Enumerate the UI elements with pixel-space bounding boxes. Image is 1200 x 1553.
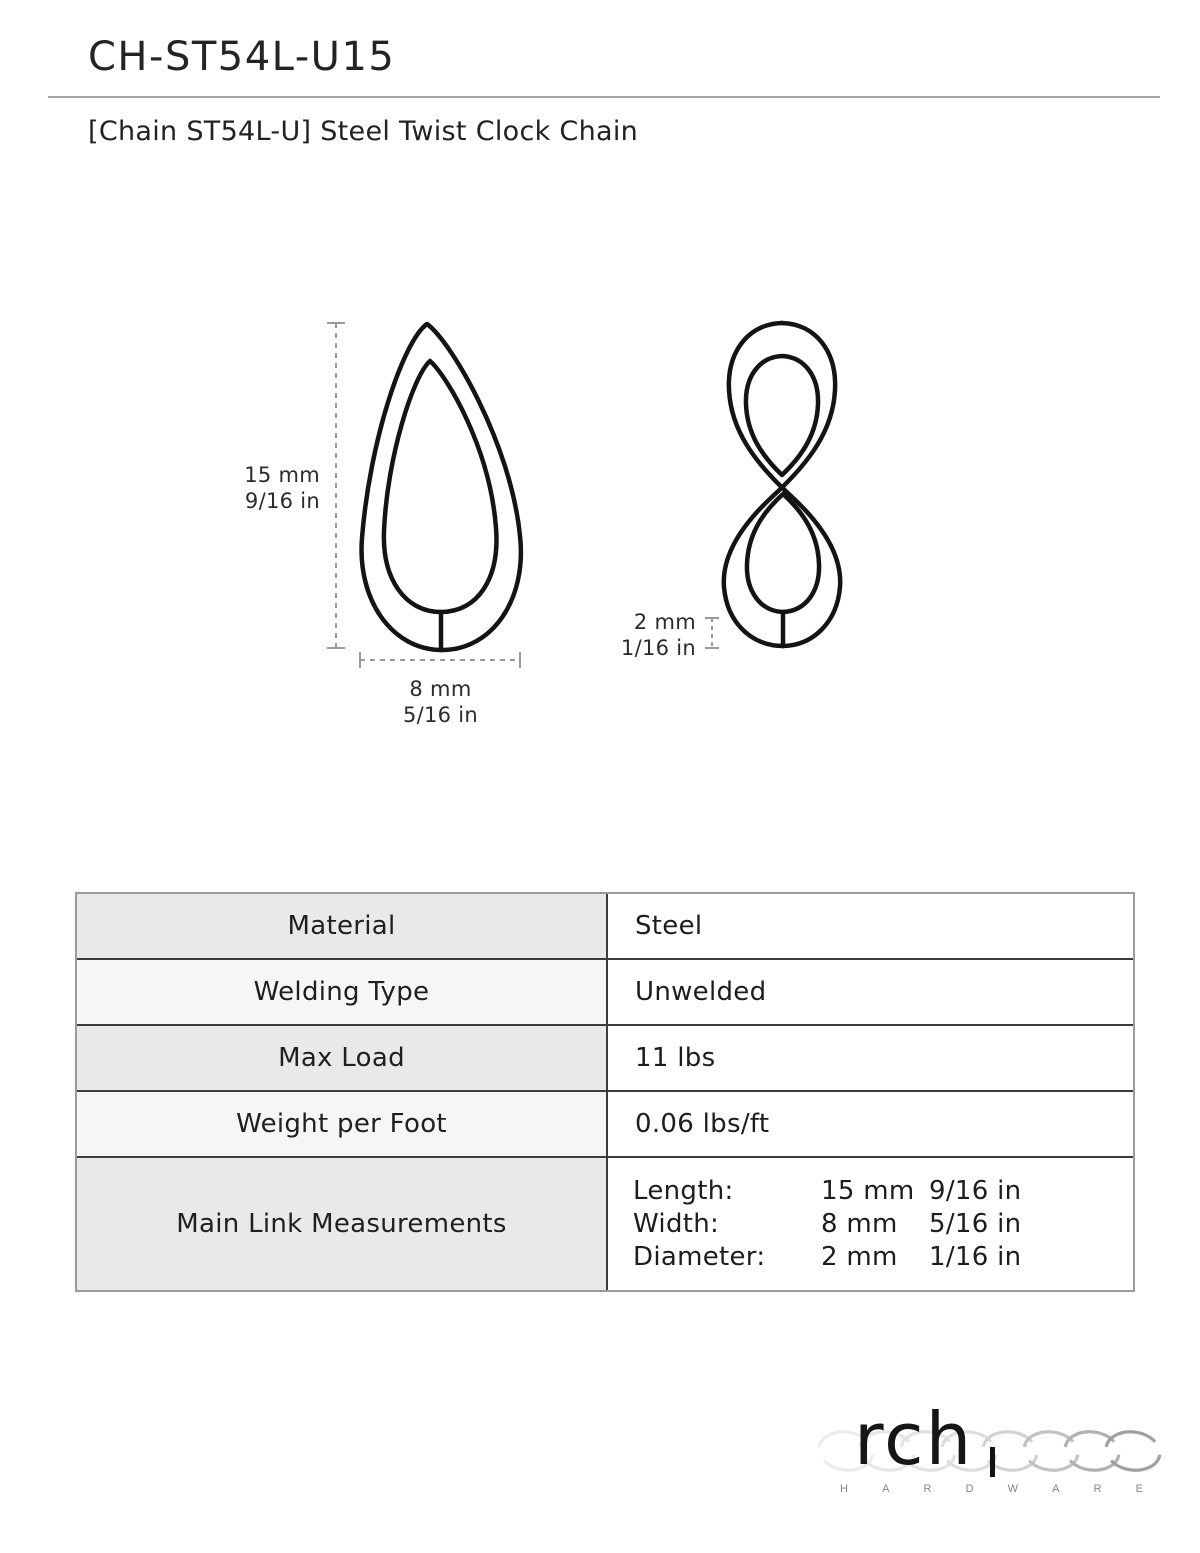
- table-row: [77, 894, 1133, 958]
- spec-value-material: Steel: [608, 894, 1133, 958]
- tagline-letter: A: [1052, 1483, 1060, 1495]
- measurement-name: Width:: [633, 1208, 720, 1239]
- measurement-imperial: 1/16 in: [929, 1241, 1022, 1272]
- tagline-letter: E: [1135, 1483, 1143, 1495]
- chain-link-diagram: [280, 300, 880, 740]
- measurement-imperial: 5/16 in: [929, 1208, 1022, 1239]
- spec-value-max-load: 11 lbs: [608, 1026, 1133, 1090]
- header-divider: [48, 96, 1160, 98]
- measurement-name: Length:: [633, 1175, 734, 1206]
- diameter-imperial: 1/16 in: [620, 636, 696, 660]
- length-dimension-label: [225, 462, 320, 514]
- table-row: [77, 958, 1133, 1024]
- logo-stub-mark: [990, 1447, 995, 1477]
- table-row: [77, 1024, 1133, 1090]
- spec-label-main-link-measurements: Main Link Measurements: [77, 1158, 608, 1290]
- measurement-metric: 8 mm: [821, 1208, 898, 1239]
- tagline-letter: W: [1007, 1483, 1019, 1495]
- diameter-dimension-label: [598, 609, 696, 661]
- length-metric: 15 mm: [244, 463, 320, 487]
- table-row: [77, 1156, 1133, 1290]
- tagline-letter: R: [923, 1483, 932, 1495]
- diameter-metric: 2 mm: [633, 610, 696, 634]
- length-imperial: 9/16 in: [244, 489, 320, 513]
- length-dimension-line: [327, 323, 345, 648]
- measurement-imperial: 9/16 in: [929, 1175, 1022, 1206]
- width-dimension-line: [360, 652, 520, 668]
- measurement-name: Diameter:: [633, 1241, 766, 1272]
- page-title: CH-ST54L-U15: [88, 34, 396, 80]
- side-view-link-drawing: [724, 323, 840, 646]
- measurement-line-length: [633, 1175, 1133, 1208]
- spec-value-welding-type: Unwelded: [608, 960, 1133, 1024]
- spec-label-max-load: Max Load: [77, 1026, 608, 1090]
- width-imperial: 5/16 in: [402, 703, 479, 727]
- width-metric: 8 mm: [409, 677, 472, 701]
- table-row: [77, 1090, 1133, 1156]
- diameter-dimension-line: [705, 618, 719, 648]
- logo-tagline: [840, 1483, 1143, 1495]
- tagline-letter: R: [1093, 1483, 1102, 1495]
- logo-wordmark: rch: [854, 1397, 974, 1481]
- brand-logo: [818, 1397, 1163, 1503]
- tagline-letter: H: [840, 1483, 848, 1495]
- spec-value-main-link-measurements: [608, 1158, 1133, 1290]
- spec-label-welding-type: Welding Type: [77, 960, 608, 1024]
- product-subtitle: [Chain ST54L-U] Steel Twist Clock Chain: [88, 116, 639, 147]
- spec-label-weight-per-foot: Weight per Foot: [77, 1092, 608, 1156]
- spec-label-material: Material: [77, 894, 608, 958]
- tagline-letter: A: [882, 1483, 890, 1495]
- spec-value-weight-per-foot: 0.06 lbs/ft: [608, 1092, 1133, 1156]
- measurement-line-diameter: [633, 1241, 1133, 1274]
- front-view-link-drawing: [362, 324, 521, 650]
- measurement-metric: 15 mm: [821, 1175, 915, 1206]
- tagline-letter: D: [965, 1483, 974, 1495]
- measurement-metric: 2 mm: [821, 1241, 898, 1272]
- spec-table: [75, 892, 1135, 1292]
- measurement-line-width: [633, 1208, 1133, 1241]
- width-dimension-label: [378, 676, 503, 728]
